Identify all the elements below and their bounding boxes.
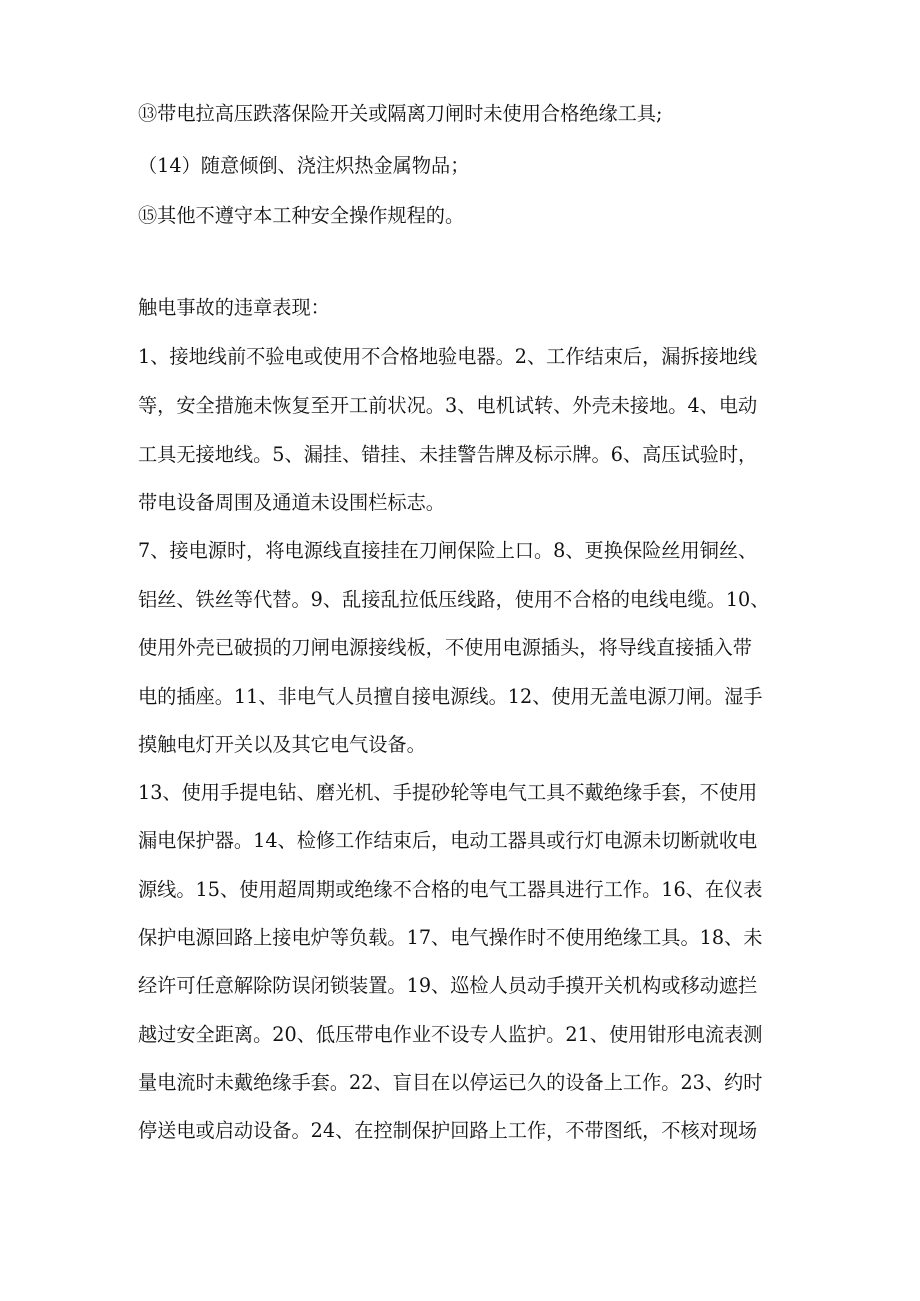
paragraph-1-line: 工具无接地线。5、漏挂、错挂、未挂警告牌及标示牌。6、高压试验时， — [138, 443, 758, 466]
paragraph-3-line: 停送电或启动设备。24、在控制保护回路上工作，不带图纸，不核对现场 — [138, 1119, 758, 1142]
paragraph-1-line: 1、接地线前不验电或使用不合格地验电器。2、工作结束后，漏拆接地线 — [138, 345, 758, 368]
paragraph-2-line: 摸触电灯开关以及其它电气设备。 — [138, 733, 426, 756]
paragraph-3-line: 漏电保护器。14、检修工作结束后，电动工器具或行灯电源未切断就收电 — [138, 829, 758, 852]
paragraph-3-line: 13、使用手提电钻、磨光机、手提砂轮等电气工具不戴绝缘手套，不使用 — [138, 781, 758, 804]
paragraph-2-line: 电的插座。11、非电气人员擅自接电源线。12、使用无盖电源刀闸。湿手 — [138, 685, 763, 708]
list-item-14: （14）随意倾倒、浇注炽热金属物品； — [138, 154, 470, 177]
paragraph-3-line: 保护电源回路上接电炉等负载。17、电气操作时不使用绝缘工具。18、未 — [138, 926, 763, 949]
list-item-15: ⑮其他不遵守本工种安全操作规程的。 — [138, 204, 465, 227]
paragraph-3-line: 越过安全距离。20、低压带电作业不设专人监护。21、使用钳形电流表测 — [138, 1023, 763, 1046]
list-item-13: ⑬带电拉高压跌落保险开关或隔离刀闸时未使用合格绝缘工具; — [138, 102, 663, 125]
paragraph-2-line: 铝丝、铁丝等代替。9、乱接乱拉低压线路，使用不合格的电线电缆。10、 — [138, 588, 770, 611]
paragraph-1-line: 等，安全措施未恢复至开工前状况。3、电机试转、外壳未接地。4、电动 — [138, 394, 758, 417]
paragraph-2-line: 使用外壳已破损的刀闸电源接线板，不使用电源插头，将导线直接插入带 — [138, 636, 752, 659]
paragraph-1-line: 带电设备周围及通道未设围栏标志。 — [138, 491, 445, 514]
section-heading: 触电事故的违章表现： — [138, 296, 330, 319]
paragraph-3-line: 量电流时未戴绝缘手套。22、盲目在以停运已久的设备上工作。23、约时 — [138, 1071, 763, 1094]
paragraph-3-line: 经许可任意解除防误闭锁装置。19、巡检人员动手摸开关机构或移动遮拦 — [138, 974, 758, 997]
paragraph-2-line: 7、接电源时，将电源线直接挂在刀闸保险上口。8、更换保险丝用铜丝、 — [138, 539, 758, 562]
paragraph-3-line: 源线。15、使用超周期或绝缘不合格的电气工器具进行工作。16、在仪表 — [138, 878, 763, 901]
